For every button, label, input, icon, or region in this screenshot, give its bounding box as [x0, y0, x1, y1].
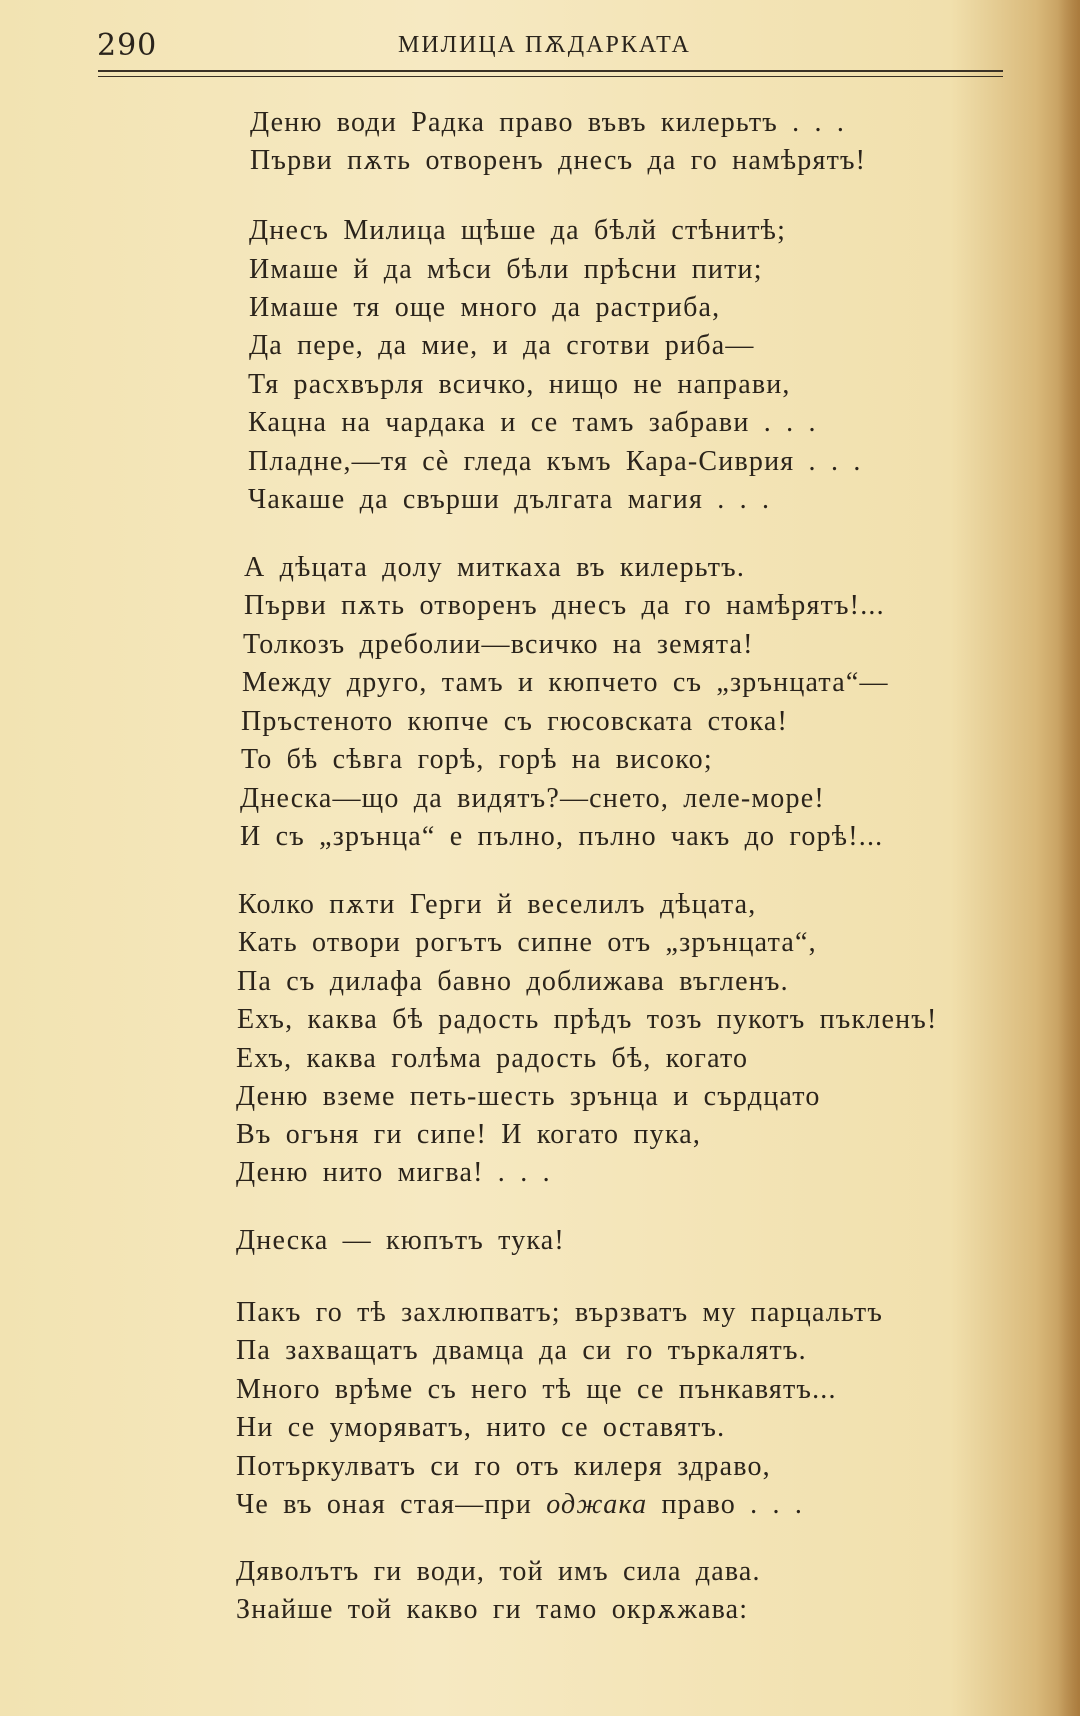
verse-line: Знайше той какво ги тамо окрѫжава: — [236, 1594, 749, 1625]
page-number: 290 — [97, 28, 158, 63]
header-rule — [98, 70, 1003, 72]
verse-line: Дяволътъ ги води, той имъ сила дава. — [236, 1556, 761, 1587]
verse-line: Имаше й да мѣси бѣли прѣсни пити; — [249, 254, 763, 285]
verse-line: Много врѣме съ него тѣ ще се пънкавятъ... — [236, 1374, 837, 1405]
verse-line: А дѣцата долу миткаха въ килерьтъ. — [244, 552, 746, 583]
header-rule-thin — [98, 76, 1003, 77]
verse-line: Потъркулватъ си го отъ килеря здраво, — [236, 1451, 771, 1482]
verse-line: Днеска—що да видятъ?—снето, леле-море! — [240, 783, 825, 814]
verse-line: Па захващатъ двамца да си го търкалятъ. — [236, 1335, 807, 1366]
verse-line: Пладне,—тя сè гледа къмъ Кара-Сиврия . . . — [248, 446, 862, 477]
verse-line: Па съ дилафа бавно доближава въгленъ. — [237, 966, 789, 997]
verse-line: Деню вземе петь-шесть зрънца и сърдцато — [236, 1081, 821, 1112]
verse-line: Днеска — кюпътъ тука! — [236, 1225, 565, 1256]
verse-line: Чакаше да свърши дългата магия . . . — [248, 484, 771, 515]
emphasized-word: оджака — [546, 1489, 648, 1520]
verse-line: Между друго, тамъ и кюпчето съ „зрънцата“— — [242, 667, 889, 698]
verse-line: Първи пѫть отворенъ днесъ да го намѣрятъ! — [250, 145, 867, 176]
page-edge-shadow — [1058, 0, 1080, 1716]
verse-line: Въ огъня ги сипе! И когато пука, — [236, 1119, 702, 1150]
verse-line: Пръстеното кюпче съ гюсовската стока! — [241, 706, 789, 737]
verse-line: Ни се уморяватъ, нито се оставятъ. — [236, 1412, 726, 1443]
verse-line: Ехъ, каква голѣма радость бѣ, когато — [236, 1043, 749, 1074]
verse-line: Деню нито мигва! . . . — [236, 1157, 551, 1188]
verse-line: И съ „зрънца“ е пълно, пълно чакъ до горѣ!... — [240, 821, 884, 852]
verse-text: право . . . — [647, 1489, 804, 1520]
verse-line: Първи пѫть отворенъ днесъ да го намѣрятъ!... — [244, 590, 885, 621]
verse-line: Тя расхвърля всичко, нищо не направи, — [248, 369, 791, 400]
running-title: МИЛИЦА ПѪДАРКАТА — [398, 32, 691, 58]
verse-line: Кацна на чардака и се тамъ забрави . . . — [248, 407, 817, 438]
verse-line: Колко пѫти Герги й веселилъ дѣцата, — [238, 889, 757, 920]
verse-line: Ехъ, каква бѣ радость прѣдъ тозъ пукотъ пъкленъ! — [237, 1004, 938, 1035]
verse-text: Че въ оная стая—при — [236, 1489, 547, 1520]
verse-line: Кать отвори рогътъ сипне отъ „зрънцата“, — [238, 927, 817, 958]
verse-line: То бѣ сѣвга горѣ, горѣ на високо; — [241, 744, 713, 775]
verse-line: Пакъ го тѣ захлюпватъ; вързватъ му парцальтъ — [236, 1297, 884, 1328]
verse-line: Днесъ Милица щѣше да бѣлй стѣнитѣ; — [249, 215, 787, 246]
verse-line: Да пере, да мие, и да сготви риба— — [249, 330, 755, 361]
verse-line: Толкозъ дреболии—всичко на земята! — [243, 629, 754, 660]
verse-line: Имаше тя още много да растриба, — [249, 292, 721, 323]
verse-line: Деню води Радка право въвъ килерьтъ . . . — [250, 107, 846, 138]
verse-line — [236, 1489, 803, 1521]
